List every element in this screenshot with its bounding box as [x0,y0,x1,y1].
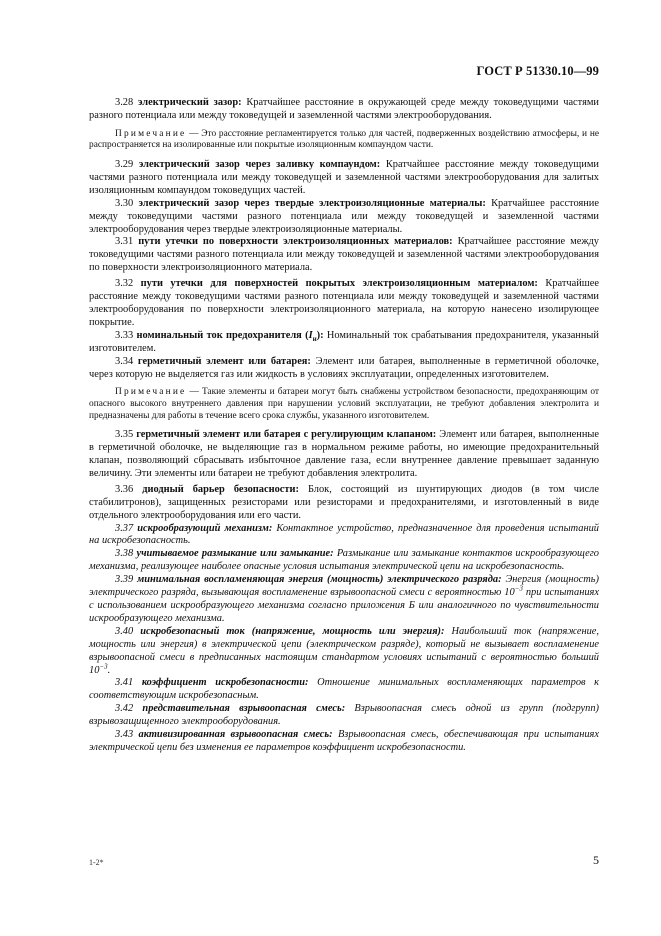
clause-3-43: 3.43 активизированная взрывоопасная смесь: Взрывоопасная смесь, обеспечивающая при испытаниях электрической цепи без изменения ее параметров коэффициент искробезопасности. [89,729,600,753]
clause-3-31: 3.31 пути утечки по поверхности электроизоляционных материалов: Кратчайшее расстояние между токоведущими частями разного потенциала или между токоведущей и заземленной частями электрооборудования по поверхности электроизоляционного материала. [89,236,599,274]
document-body [89,97,599,755]
clause-3-34: 3.34 герметичный элемент или батарея: Элемент или батарея, выполненные в герметичной оболочке, через которую не выделяется газ или жидкость в условиях эксплуатации, определенных изготовителем. [89,355,599,380]
clause-3-40: 3.40 искробезопасный ток (напряжение, мощность или энергия): Наибольший ток (напряжение, мощность или энергия) в электрической цепи (электрическом разряде), который не вызывает воспламенение взрывоопасной смеси в предписанных настоящим стандартом условиях испытаний с вероятностью больший $10^{-3}$. [89,625,600,676]
clause-3-39: 3.39 минимальная воспламеняющая энергия (мощность) электрического разряда: Энергия (мощность) электрического разряда, вызывающая воспламенение взрывоопасной смеси с вероятностью $10^{-3}$ при испытаниях с использованием искрообразующего механизма согласно приложения Б или аналогичного по чувствительности искрообразующего механизма. [89,574,599,624]
clause-3-29: 3.29 электрический зазор через заливку компаундом: Кратчайшее расстояние между токоведущими частями разного потенциала или между токоведущей и заземленной частями электрооборудования для залитых изоляционным компаундом токоведущих частей. [89,159,599,196]
clause-3-33: 3.33 номинальный ток предохранителя $(I_н)$: Номинальный ток срабатывания предохранителя, указанный изготовителем. [89,329,599,354]
clause-3-28: 3.28 электрический зазор: Кратчайшее расстояние в окружающей среде между токоведущими частями разного потенциала или между токоведущей и заземленной частями электрооборудования. [89,97,599,121]
clause-3-32: 3.32 пути утечки для поверхностей покрытых электроизоляционным материалом: Кратчайшее расстояние между токоведущими частями разного потенциала или между токоведущей и заземленной частями электрооборудования по поверхности электроизоляционного материала, на которую нанесено изолирующее покрытие. [89,278,599,328]
document-header: ГОСТ Р 51330.10—99 [476,64,599,78]
clause-3-38: 3.38 учитываемое размыкание или замыкание: Размыкание или замыкание контактов искрообразующего механизма, реализующее наиболее опасные условия испытания электрической цепи на искробезопасность. [89,548,599,573]
page-number: 5 [593,853,599,867]
clause-3-30: 3.30 электрический зазор через твердые электроизоляционные материалы: Кратчайшее расстояние между токоведущими частями разного потенциала или между токоведущей и заземленной частями электрооборудования через твердые электроизоляционные материалы. [89,197,599,235]
sheet-mark: 1-2* [89,858,104,867]
clause-3-42: 3.42 представительная взрывоопасная смесь: Взрывоопасная смесь одной из групп (подгрупп) взрывозащищенного электрооборудования. [89,703,599,728]
clause-3-37: 3.37 искрообразующий механизм: Контактное устройство, предназначенное для проведения испытаний на искробезопасность. [89,522,599,547]
clause-3-35: 3.35 герметичный элемент или батарея с регулирующим клапаном: Элемент или батарея, выполненные в герметичной оболочке, не выделяющие газ в нормальном режиме работы, но имеющие предохранительный клапан, позволяющий сбрасывать избыточное давление газа, если внутреннее давление превышает заданную величину. Эти элементы или батареи не требуют добавления электролита. [89,429,599,479]
note-3-34: Примечание — Такие элементы и батареи могут быть снабжены устройством безопасности, предохраняющим от опасного высокого внутреннего давления при нарушении условий эксплуатации, не требуют добавления электролита и предназначены для работы в течение всего срока службы, указанного изготовителем. [89,387,599,421]
note-3-28: Примечание — Это расстояние регламентируется только для частей, подверженных воздействию атмосферы, и не распространяется на изолированные или покрытые изоляционным компаундом части. [89,128,599,151]
clause-3-41: 3.41 коэффициент искробезопасности: Отношение минимальных воспламеняющих параметров к соответствующим искробезопасным. [89,677,599,702]
clause-3-36: 3.36 диодный барьер безопасности: Блок, состоящий из шунтирующих диодов (в том числе стабилитронов), защищенных резисторами или резисторами и предохранителями, и изготовленный в виде отдельного электрооборудования или его части. [89,483,599,521]
